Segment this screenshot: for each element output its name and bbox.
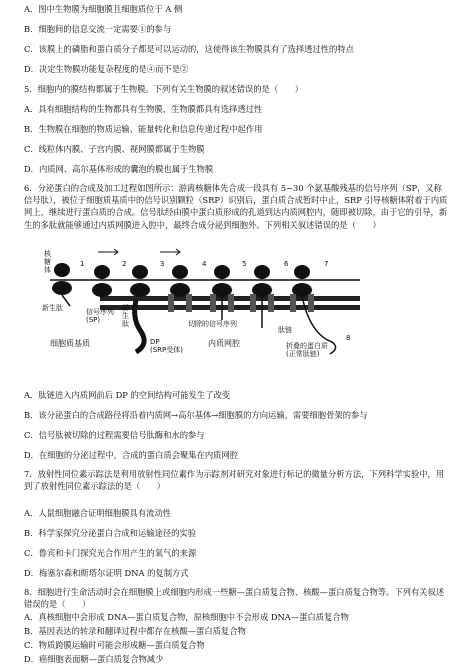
q6-option-d: D．在细胞的分泌过程中，合成的蛋白质会聚集在内质网腔: [24, 450, 239, 460]
q7-option-a: A．人鼠细胞融合证明细胞膜具有流动性: [24, 508, 172, 518]
step-number-3: 3: [160, 260, 165, 268]
step-number-1: 1: [80, 260, 85, 268]
label-ribosome: 核糖体: [44, 250, 51, 274]
q5-option-a: A．具有细胞结构的生物都具有生物膜，生物膜都具有选择透过性: [24, 104, 263, 114]
protein-secretion-figure: [40, 248, 370, 386]
q8-option-a: A．真核细胞中会形成 DNA—蛋白质复合物，原核细胞中不会形成 DNA—蛋白质复合物: [24, 612, 349, 622]
label-er-lumen: 内质网腔: [208, 339, 240, 348]
label-new-peptide-1: 新生肽: [42, 304, 63, 312]
label-signal-seq: 信号序列(SP): [86, 308, 114, 324]
q5-option-d: D．内质网、高尔基体形成的囊泡的膜也属于生物膜: [24, 164, 214, 174]
q6-option-b: B．该分泌蛋白的合成路径将沿着内质网→高尔基体→细胞膜的方向运输，需要细胞骨架的参与: [24, 410, 368, 420]
q4-option-d: D．决定生物膜功能复杂程度的是④而不是②: [24, 64, 189, 74]
step-number-8: 8: [346, 334, 351, 342]
step-number-2: 2: [122, 260, 127, 268]
q7-option-d: D．梅塞尔森和斯塔尔证明 DNA 的复制方式: [24, 568, 189, 578]
q4-option-a: A．图中生物膜为细胞膜且细胞质位于 A 侧: [24, 4, 183, 14]
q8-option-d: D．癌细胞表面糖—蛋白质复合物减少: [24, 654, 164, 664]
q6-stem: 6．分泌蛋白的合成及加工过程如图所示：游离核糖体先合成一段具有 5~30 个氨基酸残基的信号序列（SP，又称信号肽），被位于细胞质基质中的信号识别颗粒（SRP）识别后，蛋白质合成暂时中止，SRP 引导核糖体附着于内质网上，继续进行蛋白质的合成。信号肽经由膜中蛋白质形成的孔道到达内质网腔内，随即被切除，由于它的引导，新生的多肽就能够通过内质网膜进入腔中，最终合成分泌到细胞外。下列相关叙述错误的是（ ）: [24, 183, 448, 230]
peptide-1: [62, 295, 70, 306]
q8-stem: 8．细胞进行生命活动时会在细胞膜上或细胞内形成一些糖—蛋白质复合物、核酸—蛋白质复合物等。下列有关叙述错误的是（ ）: [24, 587, 445, 610]
q7-option-c: C．鲁宾和卡门探究光合作用产生的氧气的来源: [24, 548, 197, 558]
q6-option-c: C．信号肽被切除的过程需要信号肽酶和水的参与: [24, 430, 205, 440]
q6-option-a: A．肽链进入内质网前后 DP 的空间结构可能发生了改变: [24, 390, 231, 400]
label-dp: DP (SRP受体): [150, 338, 183, 354]
step-number-6: 6: [284, 260, 289, 268]
step-number-4: 4: [202, 260, 207, 268]
label-peptide-chain: 肽链: [278, 326, 292, 334]
q7-option-b: B．科学家探究分泌蛋白合成和运输途径的实验: [24, 528, 197, 538]
label-cleaved-sp: 切除的信号序列: [188, 320, 237, 328]
q5-option-b: B．生物膜在细胞的物质运输、能量转化和信息传递过程中起作用: [24, 124, 263, 134]
q5-option-c: C．线粒体内膜、子宫内膜、视网膜都属于生物膜: [24, 144, 205, 154]
q5-stem: 5．细胞内的膜结构都属于生物膜。下列有关生物膜的叙述错误的是（ ）: [24, 84, 304, 94]
label-cytoplasm: 细胞质基质: [50, 339, 90, 348]
step-number-5: 5: [242, 260, 247, 268]
q4-option-c: C．该膜上的磷脂和蛋白质分子都是可以运动的，这使得该生物膜具有了选择透过性的特点: [24, 44, 354, 54]
q4-option-b: B．细胞间的信息交流一定需要①的参与: [24, 24, 172, 34]
q8-option-b: B．基因表达的转录和翻译过程中都存在核酸—蛋白质复合物: [24, 626, 246, 636]
label-folded-protein: 折叠的蛋白质(正常肽链): [286, 342, 328, 358]
step-number-7: 7: [324, 260, 329, 268]
q7-stem: 7．放射性同位素示踪法是利用放射性同位素作为示踪剂对研究对象进行标记的微量分析方法，下列科学实验中，用到了放射性同位素示踪法的是（ ）: [24, 469, 445, 492]
step-arrows: [98, 249, 180, 255]
q8-option-c: C．物质跨膜运输时可能会形成糖—蛋白质复合物: [24, 640, 205, 650]
label-new-peptide-2: 新生肽: [122, 304, 129, 328]
